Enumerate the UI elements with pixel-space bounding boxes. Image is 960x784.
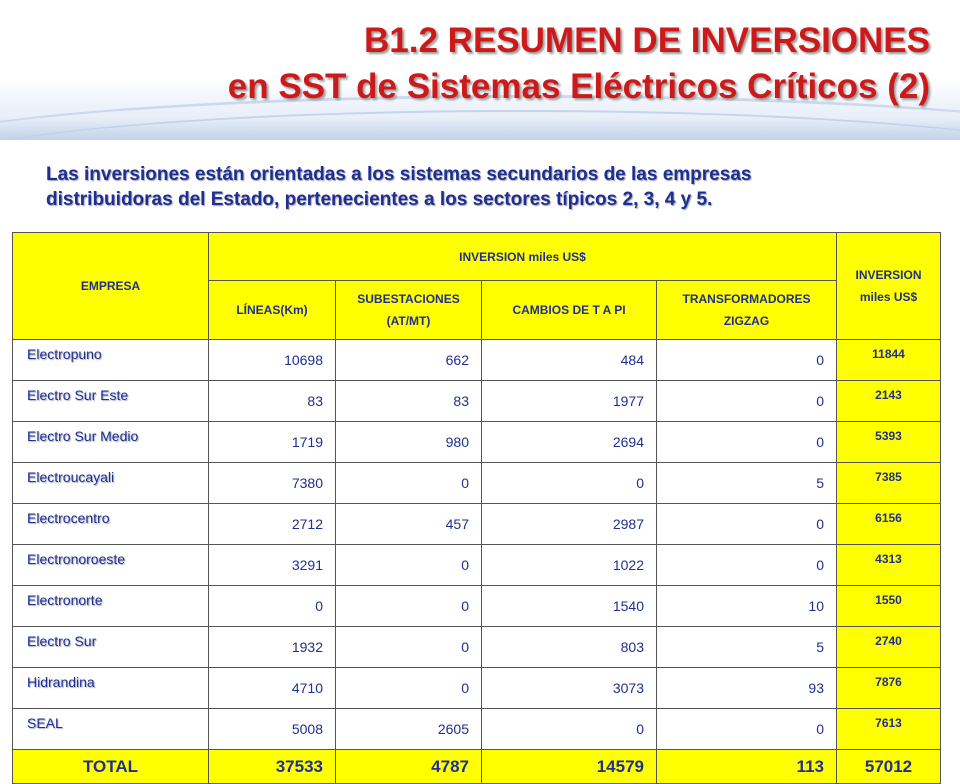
slide-title-line2: en SST de Sistemas Eléctricos Críticos (2) [227, 67, 930, 106]
intro-paragraph [46, 162, 926, 212]
cell-inversion: 2740 [837, 627, 941, 668]
cell-empresa: Electro Sur [13, 627, 209, 668]
table-row [13, 586, 941, 627]
table-row [13, 422, 941, 463]
cell-subestaciones: 0 [336, 627, 482, 668]
cell-lineas: 1719 [209, 422, 336, 463]
cell-inversion: 7385 [837, 463, 941, 504]
header-subestaciones-l1: SUBESTACIONES [357, 292, 460, 306]
header-inversion-l2: miles US$ [859, 290, 918, 304]
table-row [13, 340, 941, 381]
total-transformadores: 113 [657, 750, 837, 784]
cell-empresa: Electro Sur Medio [13, 422, 209, 463]
cell-cambios: 0 [482, 463, 657, 504]
cell-empresa: Electronoroeste [13, 545, 209, 586]
header-transformadores-l1: TRANSFORMADORES [682, 292, 811, 306]
header-lineas: LÍNEAS(Km) [209, 281, 336, 340]
header-empresa: EMPRESA [13, 233, 209, 340]
table-total-row [13, 750, 941, 784]
table-row [13, 545, 941, 586]
cell-inversion: 4313 [837, 545, 941, 586]
intro-line1: Las inversiones están orientadas a los sistemas secundarios de las empresas [46, 164, 752, 185]
cell-cambios: 1022 [482, 545, 657, 586]
cell-empresa: Electronorte [13, 586, 209, 627]
intro-line2: distribuidoras del Estado, pertenecientes a los sectores típicos 2, 3, 4 y 5. [46, 189, 713, 210]
cell-subestaciones: 0 [336, 586, 482, 627]
header-inversion-group: INVERSION miles US$ [209, 233, 837, 281]
header-inversion-total [837, 233, 941, 340]
cell-transformadores: 0 [657, 422, 837, 463]
cell-empresa: SEAL [13, 709, 209, 750]
cell-inversion: 2143 [837, 381, 941, 422]
cell-empresa: Hidrandina [13, 668, 209, 709]
table-row [13, 504, 941, 545]
cell-lineas: 3291 [209, 545, 336, 586]
cell-cambios: 484 [482, 340, 657, 381]
cell-transformadores: 10 [657, 586, 837, 627]
investment-table [12, 232, 941, 784]
cell-lineas: 10698 [209, 340, 336, 381]
table-row [13, 381, 941, 422]
cell-inversion: 7876 [837, 668, 941, 709]
cell-inversion: 1550 [837, 586, 941, 627]
cell-lineas: 1932 [209, 627, 336, 668]
total-subestaciones: 4787 [336, 750, 482, 784]
cell-empresa: Electrocentro [13, 504, 209, 545]
cell-cambios: 1977 [482, 381, 657, 422]
cell-lineas: 7380 [209, 463, 336, 504]
cell-inversion: 5393 [837, 422, 941, 463]
cell-empresa: Electropuno [13, 340, 209, 381]
header-cambios: CAMBIOS DE T A PI [482, 281, 657, 340]
slide-title [228, 18, 930, 110]
cell-empresa: Electroucayali [13, 463, 209, 504]
cell-transformadores: 0 [657, 381, 837, 422]
cell-lineas: 0 [209, 586, 336, 627]
cell-cambios: 2987 [482, 504, 657, 545]
cell-cambios: 803 [482, 627, 657, 668]
cell-subestaciones: 83 [336, 381, 482, 422]
header-subestaciones [336, 281, 482, 340]
table-header-row [13, 233, 941, 281]
cell-subestaciones: 0 [336, 668, 482, 709]
cell-inversion: 11844 [837, 340, 941, 381]
table-row [13, 709, 941, 750]
header-decoration [0, 118, 960, 140]
cell-transformadores: 5 [657, 627, 837, 668]
cell-subestaciones: 0 [336, 463, 482, 504]
total-inversion: 57012 [837, 750, 941, 784]
cell-cambios: 0 [482, 709, 657, 750]
cell-transformadores: 5 [657, 463, 837, 504]
cell-inversion: 6156 [837, 504, 941, 545]
cell-subestaciones: 662 [336, 340, 482, 381]
table-row [13, 668, 941, 709]
cell-inversion: 7613 [837, 709, 941, 750]
cell-transformadores: 0 [657, 504, 837, 545]
cell-transformadores: 0 [657, 545, 837, 586]
cell-lineas: 83 [209, 381, 336, 422]
cell-subestaciones: 980 [336, 422, 482, 463]
cell-subestaciones: 457 [336, 504, 482, 545]
cell-lineas: 2712 [209, 504, 336, 545]
cell-subestaciones: 2605 [336, 709, 482, 750]
cell-cambios: 1540 [482, 586, 657, 627]
header-subestaciones-l2: (AT/MT) [386, 314, 431, 328]
header-transformadores [657, 281, 837, 340]
slide-title-line1: B1.2 RESUMEN DE INVERSIONES [364, 21, 930, 60]
total-cambios: 14579 [482, 750, 657, 784]
header-transformadores-l2: ZIGZAG [723, 314, 770, 328]
cell-empresa: Electro Sur Este [13, 381, 209, 422]
table-row [13, 627, 941, 668]
total-lineas: 37533 [209, 750, 336, 784]
cell-lineas: 4710 [209, 668, 336, 709]
cell-subestaciones: 0 [336, 545, 482, 586]
table-row [13, 463, 941, 504]
cell-transformadores: 0 [657, 340, 837, 381]
cell-transformadores: 0 [657, 709, 837, 750]
total-label: TOTAL [13, 750, 209, 784]
header-inversion-l1: INVERSION [855, 268, 922, 282]
cell-transformadores: 93 [657, 668, 837, 709]
cell-lineas: 5008 [209, 709, 336, 750]
cell-cambios: 3073 [482, 668, 657, 709]
cell-cambios: 2694 [482, 422, 657, 463]
